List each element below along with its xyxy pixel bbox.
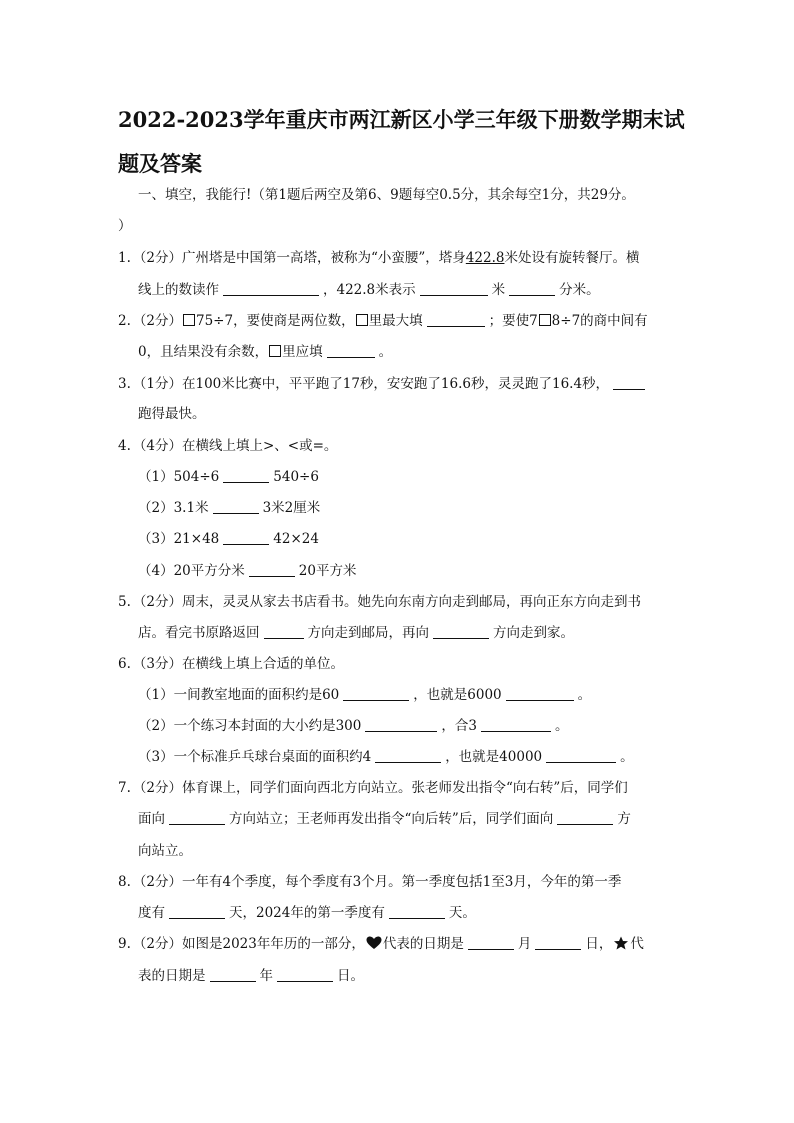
document-title [118,98,688,186]
question-score: （3分） [132,656,182,672]
question-score: （2分） [132,874,182,890]
question-text: 方 [617,811,631,827]
question-8-line-1 [118,872,621,892]
question-8-line-2 [138,903,476,923]
question-4-item-4 [138,561,356,581]
question-number: 7. [118,780,131,796]
question-text: 体育课上，同学们面向西北方向站立。张老师发出指令“向右转”后，同学们 [181,780,628,796]
question-number: 9. [118,936,131,952]
item-right: 20平方米 [298,563,357,579]
item-left: 504÷6 [173,469,220,485]
item-label: （2） [138,500,174,516]
question-text: 方向走到家。 [493,625,574,641]
question-number: 1. [118,250,131,266]
question-score: （4分） [132,438,182,454]
answer-blank[interactable] [169,810,225,825]
question-text: ；要使7 [488,313,538,329]
square-box-icon [356,314,368,326]
answer-blank[interactable] [420,281,488,296]
question-text: 方向走到邮局，再向 [307,625,429,641]
answer-blank[interactable] [210,967,256,982]
question-7-line-1 [118,778,628,798]
square-box-icon [269,345,281,357]
question-7-line-2 [138,809,631,829]
star-icon [613,936,629,950]
question-score: （2分） [132,780,182,796]
item-label: （1） [138,469,174,485]
question-text: 年 [259,968,273,984]
question-text: 日， [585,936,613,952]
answer-blank[interactable] [213,499,259,514]
answer-blank[interactable] [249,562,295,577]
question-text: 面向 [138,811,165,827]
question-6-item-2 [138,716,568,736]
question-number: 3. [118,376,131,392]
item-left: 3.1米 [173,500,209,516]
question-text: 向站立。 [138,843,192,859]
question-text: 代 [630,936,644,952]
question-1-line-2 [138,280,600,300]
question-7-line-3 [138,841,192,861]
answer-blank[interactable] [389,904,445,919]
question-text: 月 [517,936,532,952]
question-3-line-2 [138,404,206,424]
item-right: 3米2厘米 [262,500,321,516]
item-label: （3） [138,749,174,765]
question-number: 6. [118,656,131,672]
question-number: 4. [118,438,131,454]
square-box-icon [539,314,551,326]
question-text: 天。 [448,905,476,921]
item-label: （1） [138,687,174,703]
answer-blank[interactable] [427,312,485,327]
question-text: 8÷7的商中间有 [551,313,648,329]
question-score: （2分） [132,594,182,610]
answer-blank[interactable] [264,624,304,639]
item-text: 一个标准乒乓球台桌面的面积约4 [173,749,372,765]
item-left: 21×48 [173,531,220,547]
item-left: 20平方分米 [173,563,245,579]
question-4-line-1 [118,436,337,456]
answer-blank[interactable] [613,375,645,390]
question-1-line-1 [118,248,639,268]
title-line-1: 2022-2023学年重庆市两江新区小学三年级下册数学期末试 [118,107,685,132]
section-header-text: 一、填空，我能行!（第1题后两空及第6、9题每空0.5分，其余每空1分，共29分。 [138,187,635,203]
answer-blank[interactable] [509,281,555,296]
question-3-line-1 [118,374,649,394]
answer-blank[interactable] [481,717,551,732]
question-6-item-3 [138,747,634,767]
question-text: 度有 [138,905,165,921]
question-score: （2分） [132,250,182,266]
question-text: 里应填 [282,344,323,360]
answer-blank[interactable] [223,530,269,545]
answer-blank[interactable] [375,748,441,763]
question-text: 店。看完书原路返回 [138,625,260,641]
question-text: 在100米比赛中，平平跑了17秒，安安跑了16.6秒，灵灵跑了16.4秒， [181,376,610,392]
item-text: ，合3 [441,718,477,734]
question-number: 8. [118,874,131,890]
question-text: 0，且结果没有余数， [138,344,269,360]
question-6-item-1 [138,685,591,705]
question-4-item-1 [138,467,319,487]
item-text: 。 [577,687,592,703]
item-text: 一间教室地面的面积约是60 [173,687,340,703]
question-text: 米 [491,282,506,298]
question-text: 在横线上填上>、<或=。 [181,438,338,454]
underlined-number: 422.8 [465,250,505,266]
section-header-line-1 [138,185,635,205]
answer-blank[interactable] [546,748,616,763]
question-text: 一年有4个季度，每个季度有3个月。第一季度包括1至3月，今年的第一季 [181,874,622,890]
question-text: 代表的日期是 [382,936,464,952]
question-9-line-2 [138,966,364,986]
question-text: 广州塔是中国第一高塔，被称为“小蛮腰”，塔身 [181,250,466,266]
answer-blank[interactable] [468,935,514,950]
answer-blank[interactable] [169,904,225,919]
question-4-item-3 [138,529,319,549]
item-text: 一个练习本封面的大小约是300 [173,718,362,734]
question-2-line-1 [118,311,648,331]
answer-blank[interactable] [223,281,319,296]
square-box-icon [183,314,195,326]
question-text: 分米。 [559,282,600,298]
question-text: 如图是2023年年历的一部分， [181,936,365,952]
heart-icon [366,936,382,950]
item-text: 。 [554,718,569,734]
question-text: 日。 [337,968,364,984]
question-text: 表的日期是 [138,968,206,984]
answer-blank[interactable] [535,935,581,950]
question-5-line-1 [118,592,641,612]
question-score: （2分） [132,313,182,329]
question-text: 米处设有旋转餐厅。横 [504,250,640,266]
question-6-line-1 [118,654,344,674]
question-text: 75÷7，要使商是两位数， [195,313,355,329]
item-text: 。 [620,749,634,765]
question-text: 里最大填 [368,313,423,329]
item-label: （2） [138,718,174,734]
question-number: 2. [118,313,131,329]
section-header-line-2 [118,216,132,236]
question-text: 。 [378,344,393,360]
question-5-line-2 [138,623,574,643]
answer-blank[interactable] [343,686,409,701]
item-right: 540÷6 [273,469,319,485]
item-right: 42×24 [273,531,319,547]
answer-blank[interactable] [557,810,613,825]
question-text: 跑得最快。 [138,406,206,422]
question-score: （1分） [132,376,182,392]
question-4-item-2 [138,498,320,518]
item-text: ，也就是6000 [413,687,502,703]
answer-blank[interactable] [277,967,333,982]
answer-blank[interactable] [433,624,489,639]
question-text: 方向站立；王老师再发出指令“向后转”后，同学们面向 [229,811,554,827]
question-text: ，422.8米表示 [323,282,416,298]
question-text: 天，2024年的第一季度有 [229,905,385,921]
question-text: 在横线上填上合适的单位。 [181,656,344,672]
item-text: ，也就是40000 [445,749,543,765]
question-9-line-1 [118,934,644,954]
section-header-tail: ） [118,218,132,234]
question-2-line-2 [138,342,392,362]
answer-blank[interactable] [327,343,375,358]
answer-blank[interactable] [365,717,437,732]
answer-blank[interactable] [223,468,269,483]
question-score: （2分） [132,936,182,952]
title-line-2: 题及答案 [118,151,202,176]
item-label: （4） [138,563,174,579]
question-text: 线上的数读作 [138,282,219,298]
item-label: （3） [138,531,174,547]
question-number: 5. [118,594,131,610]
question-text: 周末，灵灵从家去书店看书。她先向东南方向走到邮局，再向正东方向走到书 [181,594,641,610]
answer-blank[interactable] [506,686,574,701]
